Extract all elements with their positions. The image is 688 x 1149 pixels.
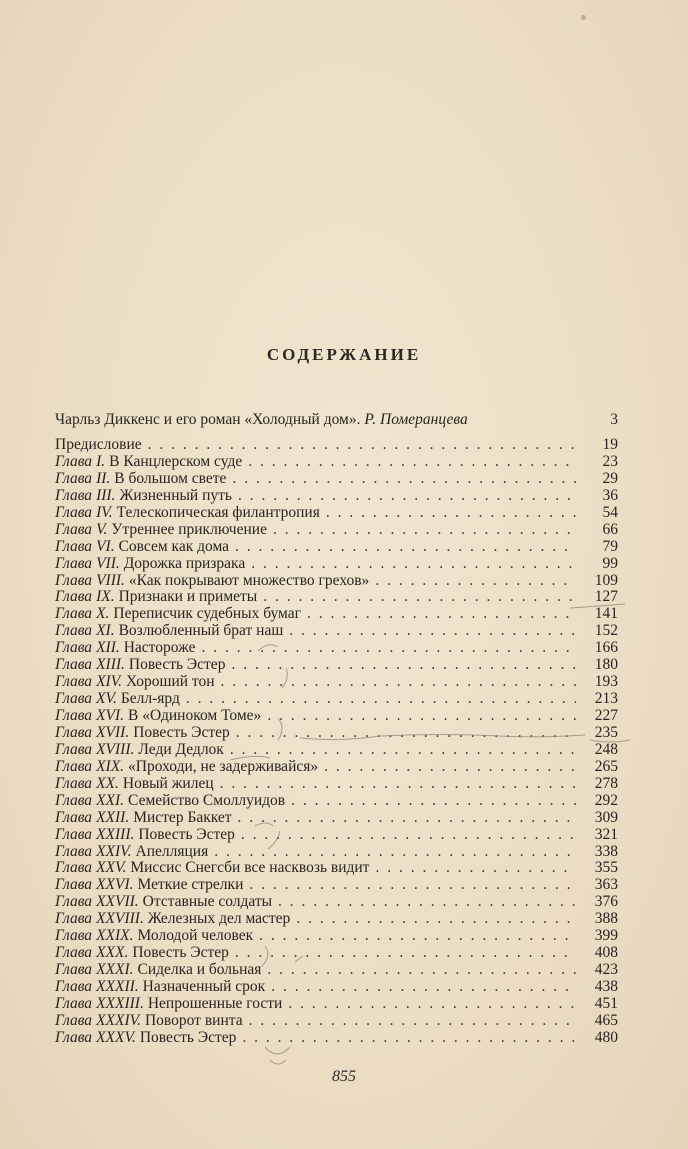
chapter-page: 227 bbox=[594, 707, 618, 724]
dot-leader bbox=[251, 556, 576, 573]
dot-leader bbox=[307, 606, 576, 623]
chapter-number: XVII. bbox=[96, 723, 130, 741]
chapter-title: Предисловие bbox=[55, 436, 142, 453]
chapter-label: Глава bbox=[55, 774, 93, 792]
dot-leader bbox=[263, 589, 576, 606]
intro-author: Р. Померанцева bbox=[364, 411, 468, 428]
chapter-title: Белл-ярд bbox=[120, 690, 180, 708]
dot-leader bbox=[273, 522, 576, 539]
dot-leader bbox=[375, 860, 576, 877]
chapter-page: 213 bbox=[594, 690, 618, 708]
chapter-label: Глава bbox=[55, 910, 93, 928]
toc-entry bbox=[55, 708, 618, 725]
chapter-title: Возлюбленный брат наш bbox=[118, 622, 284, 640]
chapter-number: IX. bbox=[96, 588, 115, 606]
toc-entry bbox=[55, 657, 618, 674]
dot-leader bbox=[289, 623, 576, 640]
toc-entry bbox=[55, 725, 618, 742]
dot-leader bbox=[288, 996, 576, 1013]
chapter-page: 180 bbox=[594, 656, 618, 674]
toc-entry bbox=[55, 437, 618, 454]
chapter-number: VII. bbox=[96, 554, 120, 572]
dot-leader bbox=[221, 674, 576, 691]
chapter-title: Семейство Смоллуидов bbox=[128, 791, 286, 809]
dot-leader bbox=[267, 962, 576, 979]
chapter-label: Глава bbox=[55, 791, 93, 809]
chapter-page: 265 bbox=[594, 757, 618, 775]
chapter-title: Повесть Эстер bbox=[138, 825, 235, 843]
toc-entry bbox=[55, 827, 618, 844]
chapter-title: Настороже bbox=[123, 639, 196, 657]
chapter-page: 388 bbox=[594, 910, 618, 928]
dot-leader bbox=[231, 657, 576, 674]
dot-leader bbox=[278, 894, 576, 911]
toc-entry bbox=[55, 454, 618, 471]
chapter-page: 451 bbox=[594, 994, 618, 1012]
chapter-label: Глава bbox=[55, 978, 93, 995]
chapter-number: XIX. bbox=[96, 757, 125, 775]
chapter-number: XXXIV. bbox=[96, 1011, 141, 1029]
chapter-label: Глава bbox=[55, 554, 93, 572]
pencil-mark bbox=[265, 1047, 290, 1064]
chapter-title: Повесть Эстер bbox=[139, 1028, 237, 1046]
chapter-number: VI. bbox=[96, 537, 115, 555]
chapter-title: Новый жилец bbox=[122, 774, 214, 792]
toc-entry bbox=[55, 1013, 618, 1030]
chapter-page: 423 bbox=[594, 961, 618, 979]
chapter-number: XXXIII. bbox=[96, 994, 144, 1012]
chapter-page: 193 bbox=[594, 673, 618, 691]
chapter-number: XXIV. bbox=[96, 842, 132, 860]
intro-page: 3 bbox=[610, 411, 618, 428]
toc-entry bbox=[55, 759, 618, 776]
chapter-page: 408 bbox=[594, 944, 618, 962]
chapter-label: Глава bbox=[55, 605, 93, 623]
chapter-page: 19 bbox=[602, 436, 618, 453]
chapter-label: Глава bbox=[55, 622, 93, 640]
chapter-title: Повесть Эстер bbox=[132, 944, 229, 962]
chapter-label: Глава bbox=[55, 723, 93, 741]
toc-entry bbox=[55, 539, 618, 556]
toc-entry bbox=[55, 1030, 618, 1047]
dot-leader bbox=[324, 759, 576, 776]
chapter-page: 376 bbox=[594, 893, 618, 911]
toc-entry bbox=[55, 691, 618, 708]
chapter-number: XII. bbox=[96, 639, 120, 657]
table-of-contents bbox=[55, 437, 618, 1047]
page-number: 855 bbox=[332, 1068, 356, 1085]
chapter-number: XIV. bbox=[96, 673, 123, 691]
chapter-number: XX. bbox=[96, 774, 119, 792]
chapter-title: «Как покрывают множество грехов» bbox=[128, 571, 370, 589]
toc-entry bbox=[55, 522, 618, 539]
chapter-number: III. bbox=[96, 486, 116, 504]
chapter-number: XXIX. bbox=[96, 927, 134, 945]
chapter-page: 166 bbox=[594, 639, 618, 657]
toc-entry bbox=[55, 556, 618, 573]
chapter-page: 321 bbox=[594, 825, 618, 843]
chapter-number: XXI. bbox=[96, 791, 125, 809]
chapter-label: Глава bbox=[55, 876, 93, 894]
chapter-number: XXV. bbox=[96, 859, 127, 877]
chapter-title: Повесть Эстер bbox=[128, 656, 226, 674]
chapter-page: 109 bbox=[594, 571, 618, 589]
dot-leader bbox=[291, 793, 576, 810]
toc-entry bbox=[55, 742, 618, 759]
toc-entry bbox=[55, 962, 618, 979]
chapter-number: X. bbox=[96, 605, 110, 623]
chapter-label: Глава bbox=[55, 808, 93, 826]
toc-entry bbox=[55, 945, 618, 962]
chapter-title: Миссис Снегсби все насквозь видит bbox=[130, 859, 370, 877]
chapter-label: Глава bbox=[55, 639, 93, 657]
chapter-label: Глава bbox=[55, 690, 93, 708]
toc-entry bbox=[55, 776, 618, 793]
toc-entry bbox=[55, 674, 618, 691]
chapter-title: Дорожка призрака bbox=[123, 554, 246, 572]
chapter-label: Глава bbox=[55, 927, 93, 945]
chapter-page: 54 bbox=[602, 503, 618, 521]
chapter-number: XVI. bbox=[96, 707, 125, 724]
chapter-number: VIII. bbox=[96, 571, 125, 589]
chapter-title: Меткие стрелки bbox=[137, 876, 244, 894]
dot-leader bbox=[267, 708, 576, 725]
intro-title: Чарльз Диккенс и его роман «Холодный дом». bbox=[55, 411, 361, 428]
chapter-page: 99 bbox=[602, 554, 618, 572]
toc-entry bbox=[55, 589, 618, 606]
toc-entry bbox=[55, 894, 618, 911]
chapter-number: XXII. bbox=[96, 808, 130, 826]
chapter-title: Непрошенные гости bbox=[147, 994, 283, 1012]
toc-entry bbox=[55, 979, 618, 996]
chapter-title: Молодой человек bbox=[137, 927, 254, 945]
dot-leader bbox=[186, 691, 576, 708]
chapter-title: Телескопическая филантропия bbox=[116, 503, 320, 521]
dot-leader bbox=[249, 877, 576, 894]
toc-entry bbox=[55, 471, 618, 488]
chapter-number: XXX. bbox=[96, 944, 129, 962]
dot-leader bbox=[259, 928, 576, 945]
chapter-title: Совсем как дома bbox=[118, 537, 230, 555]
dot-leader bbox=[236, 725, 576, 742]
dot-leader bbox=[242, 1030, 576, 1047]
chapter-page: 338 bbox=[594, 842, 618, 860]
chapter-title: Апелляция bbox=[135, 842, 209, 860]
chapter-number: XV. bbox=[96, 690, 117, 708]
chapter-page: 36 bbox=[602, 486, 618, 504]
chapter-title: Сиделка и больная bbox=[137, 961, 262, 979]
chapter-page: 79 bbox=[602, 537, 618, 555]
chapter-label: Глава bbox=[55, 588, 93, 606]
chapter-label: Глава bbox=[55, 469, 93, 487]
chapter-title: Отставные солдаты bbox=[142, 893, 273, 911]
chapter-label: Глава bbox=[55, 893, 93, 911]
dot-leader bbox=[238, 810, 576, 827]
chapter-label: Глава bbox=[55, 452, 93, 470]
chapter-label: Глава bbox=[55, 1011, 93, 1029]
chapter-label: Глава bbox=[55, 571, 93, 589]
chapter-label: Глава bbox=[55, 537, 93, 555]
chapter-page: 292 bbox=[594, 791, 618, 809]
chapter-label: Глава bbox=[55, 944, 93, 962]
dot-leader bbox=[375, 573, 576, 590]
dot-leader bbox=[326, 505, 576, 522]
chapter-label: Глава bbox=[55, 656, 93, 674]
dot-leader bbox=[220, 776, 576, 793]
toc-entry bbox=[55, 996, 618, 1013]
dot-leader bbox=[202, 640, 576, 657]
toc-entry bbox=[55, 505, 618, 522]
chapter-page: 141 bbox=[594, 605, 618, 623]
chapter-label: Глава bbox=[55, 961, 93, 979]
chapter-number: XXXV. bbox=[96, 1028, 136, 1046]
chapter-label: Глава bbox=[55, 757, 93, 775]
dot-leader bbox=[271, 979, 576, 996]
dot-leader bbox=[249, 1013, 576, 1030]
chapter-label: Глава bbox=[55, 859, 93, 877]
dot-leader bbox=[235, 945, 576, 962]
chapter-title: Хороший тон bbox=[126, 673, 215, 691]
chapter-label: Глава bbox=[55, 673, 93, 691]
chapter-title: Утреннее приключение bbox=[111, 520, 267, 538]
chapter-page: 438 bbox=[594, 978, 618, 995]
chapter-page: 465 bbox=[594, 1011, 618, 1029]
chapter-number: XI. bbox=[96, 622, 115, 640]
chapter-number: I. bbox=[96, 452, 106, 470]
toc-entry bbox=[55, 623, 618, 640]
toc-entry bbox=[55, 606, 618, 623]
chapter-label: Глава bbox=[55, 486, 93, 504]
toc-entry bbox=[55, 640, 618, 657]
toc-entry bbox=[55, 877, 618, 894]
chapter-number: XVIII. bbox=[96, 740, 135, 758]
chapter-title: Назначенный срок bbox=[142, 978, 266, 995]
chapter-label: Глава bbox=[55, 1028, 93, 1046]
chapter-title: В большом свете bbox=[114, 469, 227, 487]
toc-entry bbox=[55, 860, 618, 877]
ink-spot bbox=[581, 15, 586, 20]
chapter-number: XXIII. bbox=[96, 825, 135, 843]
dot-leader bbox=[148, 437, 576, 454]
chapter-title: Признаки и приметы bbox=[118, 588, 258, 606]
chapter-title: Переписчик судебных бумаг bbox=[113, 605, 301, 623]
dot-leader bbox=[230, 742, 576, 759]
chapter-label: Глава bbox=[55, 740, 93, 758]
chapter-title: Леди Дедлок bbox=[138, 740, 224, 758]
chapter-page: 235 bbox=[594, 723, 618, 741]
contents-heading: СОДЕРЖАНИЕ bbox=[266, 345, 422, 364]
chapter-title: Жизненный путь bbox=[119, 486, 232, 504]
toc-entry bbox=[55, 911, 618, 928]
toc-entry bbox=[55, 573, 618, 590]
toc-entry bbox=[55, 488, 618, 505]
dot-leader bbox=[241, 827, 576, 844]
dot-leader bbox=[235, 539, 576, 556]
chapter-label: Глава bbox=[55, 520, 93, 538]
chapter-label: Глава bbox=[55, 825, 93, 843]
chapter-page: 355 bbox=[594, 859, 618, 877]
toc-entry bbox=[55, 793, 618, 810]
chapter-number: XIII. bbox=[96, 656, 125, 674]
chapter-page: 480 bbox=[594, 1028, 618, 1046]
chapter-label: Глава bbox=[55, 994, 93, 1012]
chapter-label: Глава bbox=[55, 707, 93, 724]
chapter-title: В «Одиноком Томе» bbox=[128, 707, 262, 724]
chapter-title: «Проходи, не задерживайся» bbox=[128, 757, 319, 775]
chapter-number: IV. bbox=[96, 503, 113, 521]
toc-entry bbox=[55, 810, 618, 827]
chapter-page: 309 bbox=[594, 808, 618, 826]
chapter-title: Поворот винта bbox=[144, 1011, 243, 1029]
chapter-label: Глава bbox=[55, 842, 93, 860]
dot-leader bbox=[232, 471, 576, 488]
chapter-title: Железных дел мастер bbox=[147, 910, 291, 928]
chapter-page: 363 bbox=[594, 876, 618, 894]
dot-leader bbox=[238, 488, 576, 505]
chapter-page: 152 bbox=[594, 622, 618, 640]
chapter-number: XXVI. bbox=[96, 876, 134, 894]
chapter-title: Повесть Эстер bbox=[133, 723, 230, 741]
chapter-page: 399 bbox=[594, 927, 618, 945]
chapter-page: 29 bbox=[602, 469, 618, 487]
chapter-title: В Канцлерском суде bbox=[109, 452, 243, 470]
chapter-page: 127 bbox=[594, 588, 618, 606]
chapter-page: 278 bbox=[594, 774, 618, 792]
dot-leader bbox=[296, 911, 576, 928]
dot-leader bbox=[214, 844, 576, 861]
chapter-label: Глава bbox=[55, 503, 93, 521]
toc-entry bbox=[55, 844, 618, 861]
chapter-title: Мистер Баккет bbox=[133, 808, 232, 826]
chapter-page: 66 bbox=[602, 520, 618, 538]
chapter-number: XXVIII. bbox=[96, 910, 144, 928]
chapter-page: 248 bbox=[594, 740, 618, 758]
dot-leader bbox=[248, 454, 576, 471]
chapter-page: 23 bbox=[602, 452, 618, 470]
toc-entry bbox=[55, 928, 618, 945]
chapter-number: XXXI. bbox=[96, 961, 134, 979]
chapter-number: V. bbox=[96, 520, 108, 538]
chapter-number: XXXII. bbox=[96, 978, 139, 995]
intro-entry bbox=[55, 410, 618, 430]
chapter-number: XXVII. bbox=[96, 893, 139, 911]
chapter-number: II. bbox=[96, 469, 111, 487]
